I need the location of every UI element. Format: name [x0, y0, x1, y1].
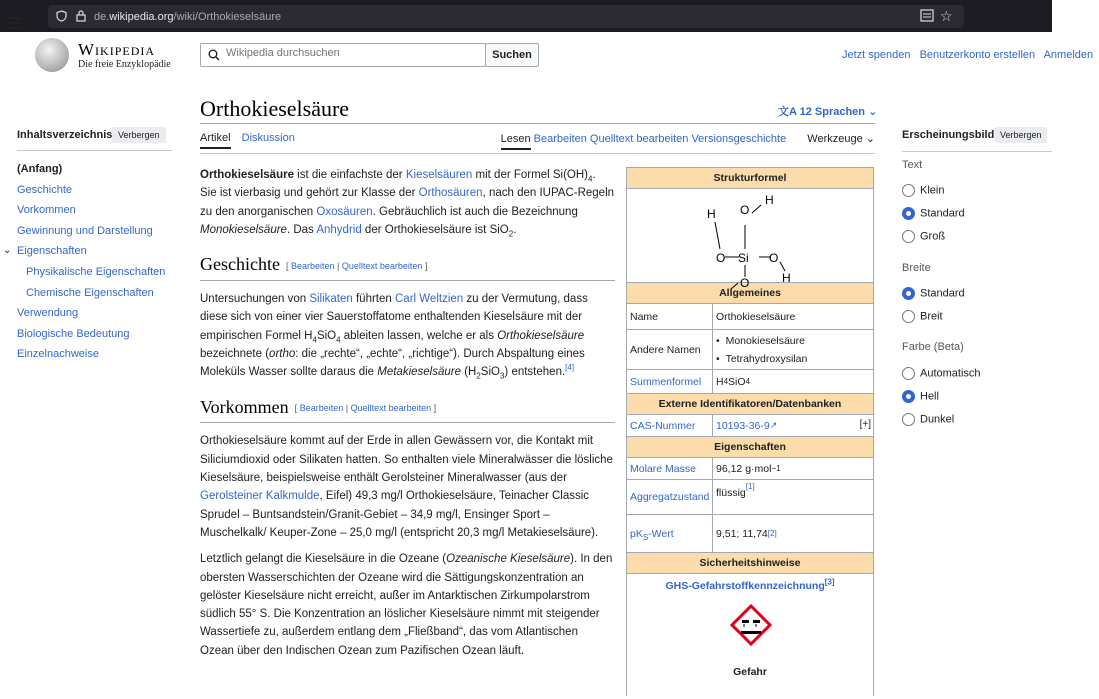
toc-item-physikalische[interactable]: Physikalische Eigenschaften — [26, 265, 166, 278]
tab-werkzeuge[interactable]: Werkzeuge ⌄ — [807, 133, 875, 145]
infobox-row-cas — [627, 415, 873, 437]
atom-oxygen: O — [716, 251, 726, 265]
tab-lesen[interactable]: Lesen — [501, 133, 531, 150]
atom-oxygen: O — [740, 203, 750, 217]
shield-icon[interactable] — [56, 10, 67, 22]
radio-circle — [902, 367, 915, 380]
reference-link[interactable]: [4] — [565, 363, 575, 373]
radio-color-automatisch[interactable]: Automatisch — [902, 367, 981, 380]
radio-circle — [902, 413, 915, 426]
infobox — [626, 167, 874, 696]
personal-tools — [842, 49, 1099, 61]
atom-oxygen: O — [740, 276, 750, 290]
infobox-row-other-names: Andere Namen • Monokieselsäure • Tetrahydroxysilan — [627, 330, 873, 370]
toc-item-eigenschaften[interactable]: Eigenschaften — [17, 245, 87, 258]
toc-title: Inhaltsverzeichnis — [17, 129, 113, 141]
pks-link[interactable]: $pK_S$-Wert — [630, 527, 674, 542]
divider — [200, 153, 875, 154]
link-gerolsteiner-kalkmulde[interactable]: Gerolsteiner Kalkmulde — [200, 490, 320, 503]
signal-word: Gefahr — [733, 666, 767, 678]
intro-paragraph: Orthokieselsäure ist die einfachste der Kieselsäuren mit der Formel $Si(OH)_4$. Sie ist vierbasig und gehört zur Klasse der Orthosäuren, nach den IUPAC-Regeln zu den anorganischen Oxosäuren. Gebräuchlich ist auch die Bezeichnung Monokieselsäure. Das Anhydrid der Orthokieselsäure ist SiO$_2$. — [200, 169, 615, 239]
link-oxosaeuren[interactable]: Oxosäuren — [316, 205, 373, 218]
infobox-row-molar-mass: Molare Masse 96,12 g·mol −1 — [627, 458, 873, 480]
edit-source-link[interactable]: Quelltext bearbeiten — [350, 403, 432, 414]
heading-geschichte: Geschichte [ Bearbeiten | Quelltext bearbeiten ] — [200, 253, 615, 281]
atom-silicon: Si — [738, 251, 749, 265]
aggregatzustand-link[interactable]: Aggregatzustand — [630, 491, 710, 503]
article-body — [200, 166, 615, 668]
radio-color-dunkel[interactable]: Dunkel — [902, 413, 954, 426]
infobox-header-general: Allgemeines — [627, 283, 873, 304]
lock-icon[interactable] — [76, 9, 86, 22]
heading-vorkommen: Vorkommen [ Bearbeiten | Quelltext bearbeiten ] — [200, 396, 615, 424]
link-orthosaeuren[interactable]: Orthosäuren — [418, 187, 483, 200]
molar-mass-link[interactable]: Molare Masse — [630, 462, 696, 475]
radio-text-klein[interactable]: Klein — [902, 184, 944, 197]
infobox-row-name: Name Orthokieselsäure — [627, 304, 873, 330]
color-label: Farbe (Beta) — [902, 341, 964, 353]
link-kieselsaeuren[interactable]: Kieselsäuren — [405, 169, 473, 181]
toc-item-geschichte[interactable]: Geschichte — [17, 183, 73, 196]
link-anhydrid[interactable]: Anhydrid — [316, 223, 362, 236]
external-link-icon: ↗ — [769, 420, 778, 430]
corrosive-hazard-icon[interactable] — [730, 604, 772, 646]
wikipedia-tagline: Die freie Enzyklopädie — [78, 59, 171, 70]
link-carl-weltzien[interactable]: Carl Weltzien — [395, 293, 464, 306]
edit-link[interactable]: Bearbeiten — [290, 261, 335, 272]
toc-item-start[interactable]: (Anfang) — [17, 163, 63, 175]
tab-versionsgeschichte[interactable]: Versionsgeschichte — [691, 133, 787, 145]
radio-width-breit[interactable]: Breit — [902, 310, 943, 323]
text-size-label: Text — [902, 159, 923, 171]
tab-diskussion[interactable]: Diskussion — [241, 132, 295, 144]
wikipedia-wordmark[interactable]: Wikipedia — [78, 40, 156, 59]
chevron-down-icon: ⌄ — [868, 106, 878, 118]
reference-link[interactable]: [1] — [745, 482, 755, 491]
search-box — [200, 43, 486, 67]
infobox-row-state: Aggregatzustand flüssig [1] — [627, 480, 873, 515]
appearance-panel — [902, 129, 1052, 426]
chevron-down-icon[interactable]: ⌄ — [3, 245, 12, 257]
main-menu-icon[interactable] — [7, 17, 21, 32]
donate-link[interactable]: Jetzt spenden — [842, 49, 911, 61]
atom-hydrogen: H — [765, 193, 774, 207]
divider — [200, 123, 875, 124]
radio-circle — [902, 207, 915, 220]
summenformel-link[interactable]: Summenformel — [630, 375, 702, 388]
divider — [902, 151, 1052, 152]
wikipedia-globe-logo[interactable] — [35, 38, 69, 72]
cas-link[interactable]: CAS-Nummer — [630, 419, 696, 432]
appearance-hide-button[interactable]: Verbergen — [995, 127, 1047, 143]
toc-hide-button[interactable]: Verbergen — [112, 127, 166, 143]
page-tabs — [200, 132, 875, 152]
edit-link[interactable]: Bearbeiten — [299, 403, 344, 414]
tab-quelltext[interactable]: Quelltext bearbeiten — [589, 133, 689, 145]
appearance-title: Erscheinungsbild — [902, 129, 995, 141]
vorkommen-paragraph-1: Orthokieselsäure kommt auf der Erde in allen Gewässern vor, die Kontakt mit Siliciumdioxid oder Silikaten hatten. So enthalten viele Mineralwässer die lösliche Kieselsäure, beispielsweise enthält Gerolsteiner Mineralwasser (aus der Gerolsteiner Kalkmulde, Eifel) 49,3 mg/l Orthokieselsäure, Teinacher Classic Sprudel – Buntsandstein/Granit-Gebiet – 34,9 mg/l, Ensinger Sport – Muschelkalk/ Keuper-Zone – 25,0 mg/l (entspricht 20,3 mg/l Metakieselsäure). — [200, 435, 613, 539]
infobox-header-external: Externe Identifikatoren/Datenbanken — [627, 394, 873, 415]
ghs-link[interactable]: GHS-Gefahrstoffkennzeichnung — [665, 580, 825, 592]
radio-circle — [902, 287, 915, 300]
reference-link[interactable]: [2] — [767, 528, 777, 538]
tab-bearbeiten[interactable]: Bearbeiten — [533, 133, 587, 145]
infobox-header-structure: Strukturformel — [627, 168, 873, 189]
language-button[interactable]: 文A 12 Sprachen ⌄ — [778, 106, 878, 118]
infobox-row-pks: $pK_S$-Wert 9,51; 11,74 [2] — [627, 515, 873, 553]
page-title: Orthokieselsäure — [200, 96, 350, 121]
radio-text-gross[interactable]: Groß — [902, 230, 945, 243]
infobox-header-safety: Sicherheitshinweise — [627, 553, 873, 574]
radio-circle — [902, 184, 915, 197]
login-link[interactable]: Anmelden — [1043, 49, 1094, 61]
atom-hydrogen: H — [782, 271, 791, 285]
radio-text-standard[interactable]: Standard — [902, 207, 965, 220]
toc-header — [17, 129, 177, 145]
edit-source-link[interactable]: Quelltext bearbeiten — [341, 261, 423, 272]
structural-formula-image[interactable] — [627, 189, 873, 290]
infobox-row-formula: Summenformel H 4 SiO 4 — [627, 370, 873, 394]
toc-item-einzelnachweise[interactable]: Einzelnachweise — [17, 348, 99, 361]
geschichte-paragraph: Untersuchungen von Silikaten führten Carl Weltzien zu der Vermutung, dass diese sich von einer vier Sauerstoffatome enthaltenden Kieselsäure mit der empirischen Formel $H_4SiO_4$ ableiten lassen, welche er als Orthokieselsäure bezeichnete (ortho: die „rechte“, „echte“, „richtige“). Durch Abspaltung eines Moleküls Wasser sollte daraus die Metakieselsäure $(H_2SiO_3)$ entstehen.[4] — [200, 293, 588, 381]
reader-view-icon[interactable] — [920, 9, 934, 22]
infobox-header-properties: Eigenschaften — [627, 437, 873, 458]
toc-item-verwendung[interactable]: Verwendung — [17, 307, 79, 320]
radio-circle — [902, 230, 915, 243]
vorkommen-paragraph-2: Letztlich gelangt die Kieselsäure in die Ozeane (Ozeanische Kieselsäure). In den obersten Wasserschichten der Ozeane wird die Sättigungskonzentration an gelöster Kieselsäure nicht erreicht, außer im Antarktischen Zirkumpolarstrom südlich 55° S. Die Konzentration an löslicher Kieselsäure nimmt mit steigender Wassertiefe zu, außerdem entlang dem „Fließband“, das vom Atlantischen Ozean über den Indischen Ozean zum Pazifischen Ozean läuft. — [200, 553, 613, 657]
translate-icon: 文A — [778, 106, 800, 118]
link-silikaten[interactable]: Silikaten — [309, 293, 353, 306]
appearance-header — [902, 129, 1052, 145]
list-item: • Tetrahydroxysilan — [716, 350, 807, 368]
browser-toolbar — [0, 0, 1052, 32]
search-icon — [208, 49, 220, 61]
search-input[interactable] — [226, 47, 476, 59]
url-text[interactable]: de.wikipedia.org/wiki/Orthokieselsäure — [94, 11, 282, 23]
bookmark-star-icon[interactable]: ☆ — [940, 8, 953, 24]
atom-hydrogen: H — [707, 207, 716, 221]
width-label: Breite — [902, 262, 931, 274]
reference-link[interactable]: [3] — [824, 577, 835, 587]
create-account-link[interactable]: Benutzerkonto erstellen — [919, 49, 1036, 61]
radio-width-standard[interactable]: Standard — [902, 287, 965, 300]
radio-color-hell[interactable]: Hell — [902, 390, 939, 403]
cas-number-link[interactable]: 10193-36-9 — [716, 419, 770, 432]
tab-artikel[interactable]: Artikel — [200, 132, 231, 149]
toc-item-chemische[interactable]: Chemische Eigenschaften — [26, 286, 154, 299]
radio-circle — [902, 390, 915, 403]
radio-circle — [902, 310, 915, 323]
list-item: • Monokieselsäure — [716, 332, 807, 350]
table-of-contents — [3, 129, 177, 365]
divider — [17, 150, 172, 151]
expand-button[interactable]: [+] — [859, 419, 871, 430]
atom-oxygen: O — [769, 251, 779, 265]
search-button[interactable]: Suchen — [485, 43, 539, 67]
toc-item-gewinnung[interactable]: Gewinnung und Darstellung — [17, 224, 153, 237]
toc-item-vorkommen[interactable]: Vorkommen — [17, 204, 76, 217]
ghs-section — [627, 574, 873, 699]
toc-item-biologische[interactable]: Biologische Bedeutung — [17, 327, 130, 340]
